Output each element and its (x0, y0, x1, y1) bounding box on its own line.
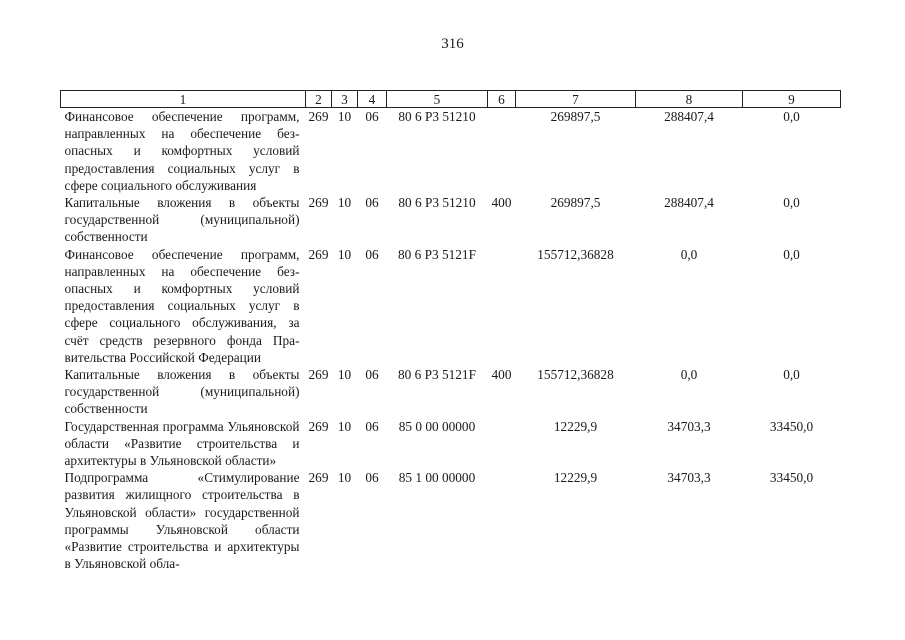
cell-amount-col9: 0,0 (783, 367, 800, 383)
cell-subsection: 06 (365, 470, 379, 486)
cell-amount-col8: 288407,4 (664, 195, 714, 211)
cell-amount-col7: 155712,36828 (537, 367, 614, 383)
column-header: 4 (358, 91, 387, 108)
cell-section: 10 (337, 367, 352, 383)
table-row (61, 366, 841, 418)
cell-subsection: 06 (365, 109, 379, 124)
cell-expense-type: 400 (491, 195, 512, 211)
cell-amount-col9: 0,0 (783, 109, 800, 124)
row-description: Государственная программа Ульяновской области «Развитие строительства и архитектуры в Ульяновской области» (64, 418, 300, 469)
cell-target-article: 80 6 P3 5121F (398, 246, 476, 262)
cell-ministry-code: 269 (308, 246, 329, 262)
cell-ministry-code: 269 (308, 109, 329, 124)
cell-ministry-code: 269 (308, 418, 329, 434)
cell-amount-col7: 269897,5 (550, 109, 601, 124)
table-row (61, 418, 841, 470)
cell-amount-col8: 0,0 (680, 367, 698, 383)
cell-target-article: 80 6 P3 5121F (398, 367, 476, 383)
cell-ministry-code: 269 (308, 367, 329, 383)
cell-section: 10 (337, 246, 352, 262)
column-header: 8 (636, 91, 743, 108)
cell-expense-type (488, 108, 516, 195)
cell-amount-col7: 155712,36828 (537, 246, 614, 262)
cell-subsection: 06 (365, 418, 379, 434)
table-row (61, 194, 841, 246)
cell-section: 10 (337, 470, 352, 486)
column-header: 2 (306, 91, 332, 108)
cell-target-article: 80 6 P3 51210 (398, 195, 476, 211)
cell-section: 10 (337, 418, 352, 434)
cell-section: 10 (337, 195, 352, 211)
cell-amount-col7: 12229,9 (553, 470, 598, 486)
column-header: 6 (488, 91, 516, 108)
cell-amount-col9: 33450,0 (769, 418, 814, 434)
cell-subsection: 06 (365, 367, 379, 383)
cell-amount-col8: 34703,3 (667, 470, 711, 486)
cell-amount-col9: 0,0 (783, 246, 800, 262)
table-row (61, 108, 841, 195)
cell-expense-type: 400 (491, 367, 512, 383)
cell-subsection: 06 (365, 246, 379, 262)
table-row (61, 246, 841, 366)
column-header: 3 (332, 91, 358, 108)
column-header: 5 (387, 91, 488, 108)
budget-table (60, 90, 841, 572)
cell-expense-type (488, 246, 516, 366)
row-description: Капитальные вложения в объекты государственной (муниципальной) собственности (64, 195, 300, 245)
cell-ministry-code: 269 (308, 195, 329, 211)
cell-amount-col8: 288407,4 (664, 109, 714, 124)
cell-expense-type (488, 418, 516, 470)
cell-subsection: 06 (365, 195, 379, 211)
cell-target-article: 85 1 00 00000 (398, 470, 476, 486)
row-description: Финансовое обеспечение программ, направленных на обеспечение безопасных и комфортных условий предоставления социальных услуг в сфере социального обслуживания (64, 109, 300, 193)
cell-amount-col9: 33450,0 (769, 470, 814, 486)
cell-expense-type (488, 469, 516, 572)
cell-target-article: 85 0 00 00000 (398, 418, 476, 434)
cell-amount-col7: 12229,9 (553, 418, 598, 434)
column-header: 9 (743, 91, 841, 108)
table-row (61, 469, 841, 572)
cell-amount-col7: 269897,5 (550, 195, 601, 211)
row-description: Финансовое обеспечение программ, направленных на обеспечение безопасных и комфортных условий предоставления социальных услуг в сфере социального обслуживания, за счёт средств резервного фонда Правительства Российской Федерации (64, 246, 300, 365)
table-header-row (61, 91, 841, 108)
cell-amount-col8: 34703,3 (667, 418, 711, 434)
column-header: 7 (516, 91, 636, 108)
column-header: 1 (61, 91, 306, 108)
cell-section: 10 (337, 109, 352, 124)
cell-amount-col8: 0,0 (680, 246, 698, 262)
cell-target-article: 80 6 P3 51210 (398, 109, 476, 124)
cell-ministry-code: 269 (308, 470, 329, 486)
cell-amount-col9: 0,0 (783, 195, 800, 211)
row-description: Капитальные вложения в объекты государственной (муниципальной) собственности (64, 367, 300, 417)
page-number: 316 (441, 36, 464, 52)
row-description: Подпрограмма «Стимулирование развития жилищного строительства в Ульяновской области» государственной программы Ульяновской области «Развитие строительства и архитектуры в Ульяновской обла- (64, 470, 300, 572)
